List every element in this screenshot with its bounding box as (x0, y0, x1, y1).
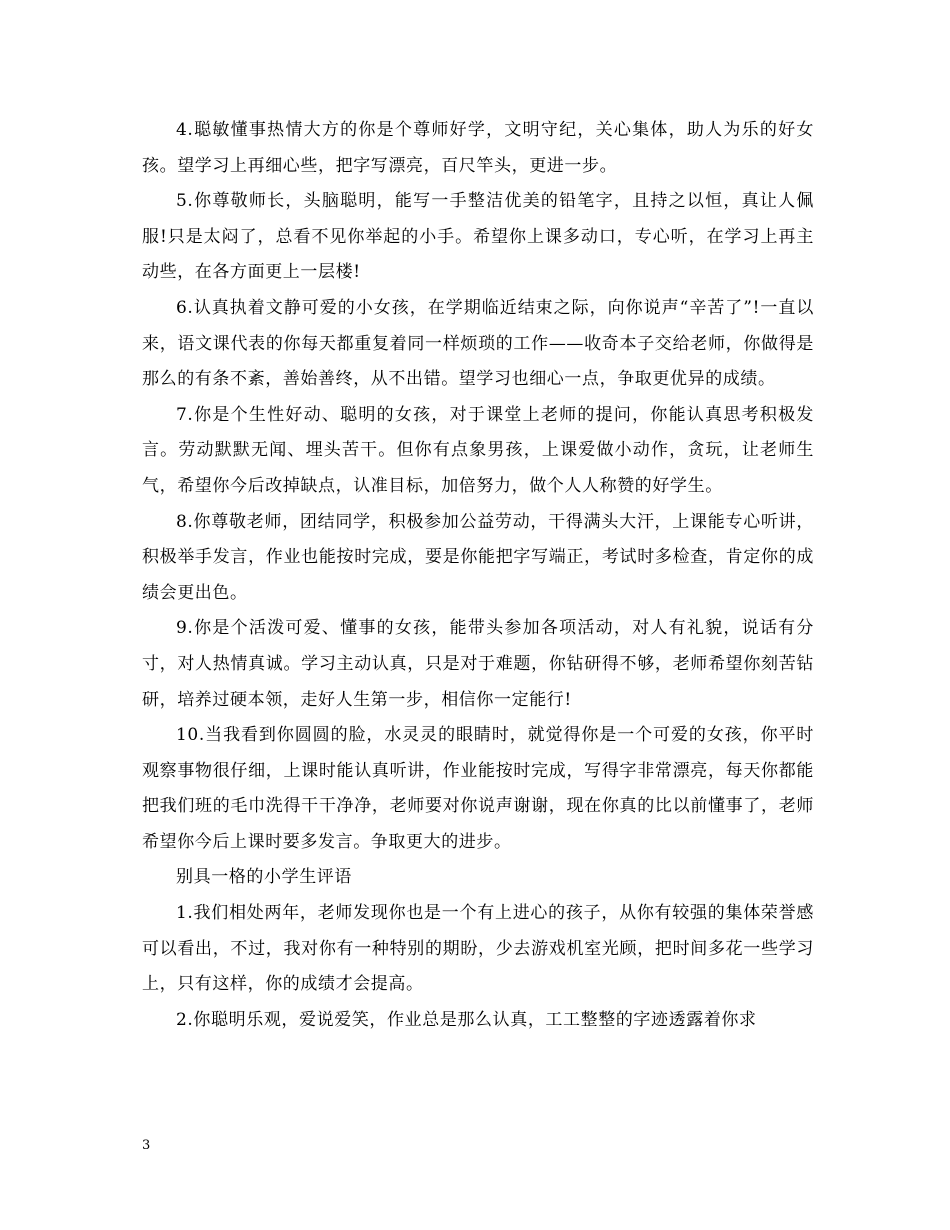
comment-paragraph-8: 8.你尊敬老师，团结同学，积极参加公益劳动，干得满头大汗，上课能专心听讲，积极举手发言，作业也能按时完成，要是你能把字写端正，考试时多检查，肯定你的成绩会更出色。 (142, 511, 814, 603)
comment-paragraph-7: 7.你是个生性好动、聪明的女孩，对于课堂上老师的提问，你能认真思考积极发言。劳动默默无闻、埋头苦干。但你有点象男孩，上课爱做小动作，贪玩，让老师生气，希望你今后改掉缺点，认准目标，加倍努力，做个人人称赞的好学生。 (142, 404, 814, 496)
comment-paragraph-4: 4.聪敏懂事热情大方的你是个尊师好学，文明守纪，关心集体，助人为乐的好女孩。望学习上再细心些，把字写漂亮，百尺竿头，更进一步。 (142, 120, 814, 176)
comment-paragraph-5: 5.你尊敬师长，头脑聪明，能写一手整洁优美的铅笔字，且持之以恒，真让人佩服!只是太闷了，总看不见你举起的小手。希望你上课多动口，专心听，在学习上再主动些，在各方面更上一层楼! (142, 191, 814, 283)
page-body (142, 113, 814, 1038)
comment-paragraph-6: 6.认真执着文静可爱的小女孩，在学期临近结束之际，向你说声“辛苦了”!一直以来，语文课代表的你每天都重复着同一样烦琐的工作——收奇本子交给老师，你做得是那么的有条不紊，善始善终，从不出错。望学习也细心一点，争取更优异的成绩。 (142, 297, 814, 390)
page-number: 3 (142, 1138, 151, 1153)
section-comment-paragraph-1: 1.我们相处两年，老师发现你也是一个有上进心的孩子，从你有较强的集体荣誉感可以看出，不过，我对你有一种特别的期盼，少去游戏机室光顾，把时间多花一些学习上，只有这样，你的成绩才会提高。 (142, 903, 814, 995)
comment-paragraph-10: 10.当我看到你圆圆的脸，水灵灵的眼睛时，就觉得你是一个可爱的女孩，你平时观察事物很仔细，上课时能认真听讲，作业能按时完成，写得字非常漂亮，每天你都能把我们班的毛巾洗得干干净净，老师要对你说声谢谢，现在你真的比以前懂事了，老师希望你今后上课时要多发言。争取更大的进步。 (142, 725, 814, 852)
section-comment-paragraph-2: 2.你聪明乐观，爱说爱笑，作业总是那么认真，工工整整的字迹透露着你求 (176, 1009, 757, 1030)
section-heading: 别具一格的小学生评语 (176, 867, 352, 888)
comment-paragraph-9: 9.你是个活泼可爱、懂事的女孩，能带头参加各项活动，对人有礼貌，说话有分寸，对人热情真诚。学习主动认真，只是对于难题，你钻研得不够，老师希望你刻苦钻研，培养过硬本领，走好人生第一步，相信你一定能行! (142, 618, 814, 710)
